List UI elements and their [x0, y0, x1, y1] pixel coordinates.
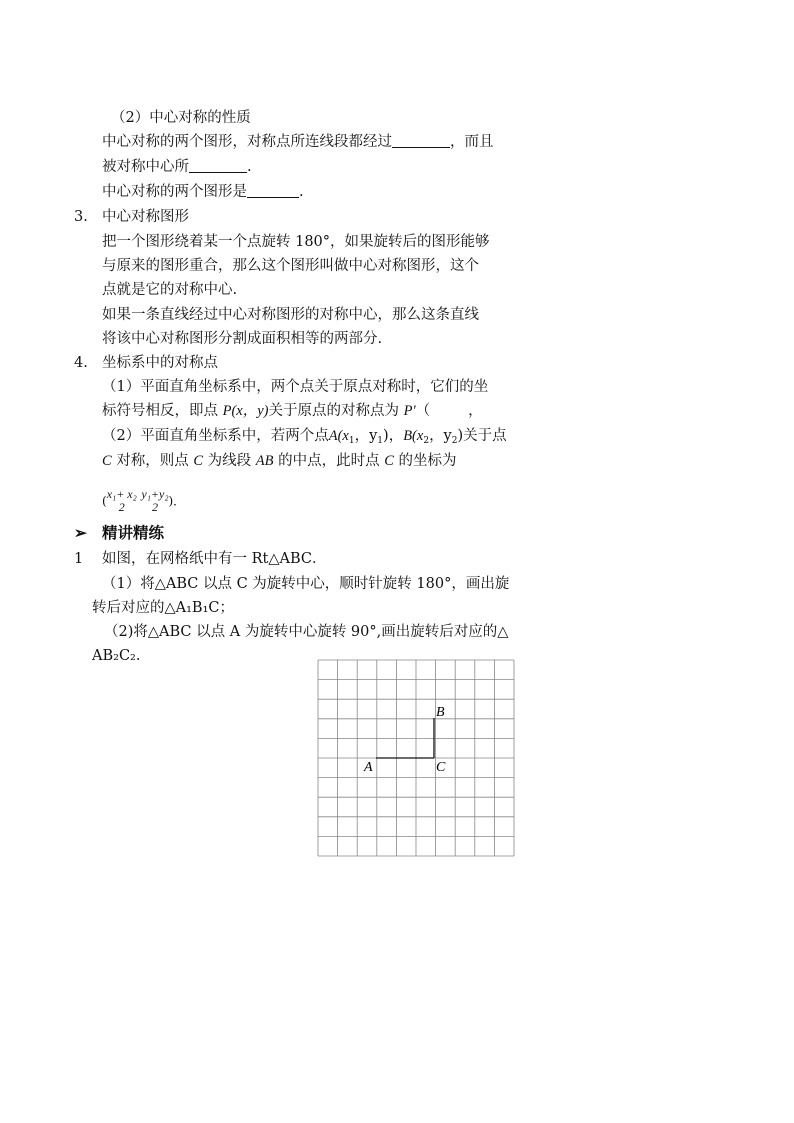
paragraph-line: 把一个图形绕着某一个点旋转 180°，如果旋转后的图形能够	[102, 234, 490, 250]
paragraph-line: （2)将△ABC 以点 A 为旋转中心旋转 90°,画出旋转后对应的△	[104, 624, 509, 640]
item-number: 3.	[74, 209, 88, 225]
label-A: A	[364, 760, 373, 775]
answer-blank[interactable]	[392, 133, 450, 148]
paragraph-line: （1）平面直角坐标系中，两个点关于原点对称时，它们的坐	[102, 379, 489, 395]
text: （2）平面直角坐标系中，若两个点	[102, 428, 329, 444]
text: 标符号相反，即点	[102, 403, 218, 419]
item-title: 中心对称图形	[102, 209, 189, 225]
question-number: 1	[74, 551, 84, 567]
point-C: C	[193, 453, 204, 469]
text: ，y	[429, 428, 452, 444]
text: 中心对称的两个图形是	[102, 184, 247, 200]
segment-AB: AB	[255, 453, 274, 469]
grid-figure	[316, 658, 516, 858]
text: (	[102, 494, 107, 508]
answer-blank[interactable]	[189, 158, 247, 173]
paragraph-line: 如果一条直线经过中心对称图形的对称中心，那么这条直线	[102, 307, 479, 323]
text: )	[457, 428, 464, 444]
paragraph-line	[102, 132, 494, 152]
text: 关于点	[463, 428, 507, 444]
paragraph-line: 点就是它的对称中心.	[102, 282, 238, 298]
text: )，	[383, 428, 404, 444]
text: 为线段	[207, 453, 252, 469]
point-A: A(x	[328, 428, 349, 444]
point-C: C	[384, 453, 394, 469]
point-B: B(x	[403, 428, 424, 444]
item-number: 4.	[74, 355, 88, 371]
text: 关于原点的对称点为	[268, 403, 399, 419]
midpoint-formula	[102, 488, 185, 514]
answer-blank[interactable]	[247, 183, 299, 198]
text: 对称，则点	[116, 453, 189, 469]
text: .	[247, 159, 252, 175]
item-title: 坐标系中的对称点	[102, 355, 218, 371]
paragraph-line: 转后对应的△A₁B₁C；	[92, 600, 234, 616]
paragraph-line	[102, 182, 304, 202]
label-B: B	[436, 705, 445, 720]
text: 的中点，此时点	[278, 453, 380, 469]
point-C: C	[102, 453, 112, 469]
section-title: 精讲精练	[102, 523, 165, 542]
paragraph-line	[102, 401, 483, 421]
paragraph-line	[102, 157, 252, 177]
text: 的坐标为	[398, 453, 457, 469]
paragraph-line: （1）将△ABC 以点 C 为旋转中心，顺时针旋转 180°，画出旋	[102, 576, 510, 592]
label-C: C	[436, 760, 446, 775]
paragraph-line: AB₂C₂.	[92, 648, 141, 664]
text: ，y	[354, 428, 378, 444]
question-stem: 如图，在网格纸中有一 Rt△ABC．	[102, 551, 327, 567]
subsection-title: （2）中心对称的性质	[111, 110, 251, 126]
fraction-y: y₁+y₂ 2	[141, 487, 169, 514]
text: 被对称中心所	[102, 159, 189, 175]
paragraph-line	[102, 451, 457, 471]
text: 中心对称的两个图形，对称点所连线段都经过	[102, 134, 392, 150]
paragraph-line: 与原来的图形重合，那么这个图形叫做中心对称图形，这个	[102, 258, 479, 274]
text: .	[299, 184, 304, 200]
point-P: P(x，y)	[222, 403, 269, 419]
text: ，而且	[450, 134, 494, 150]
fraction-x: x₁+ x₂ 2	[106, 487, 137, 514]
paragraph-line: （2）平面直角坐标系中，若两个点$A(x_1$，$y_1$)，$B(x_2$，$y_2$)关于点	[102, 428, 507, 446]
text: ，	[468, 403, 483, 419]
section-bullet-icon: ➢	[74, 523, 87, 542]
point-P-prime: P′	[403, 403, 416, 419]
paragraph-line: 将该中心对称图形分割成面积相等的两部分.	[102, 331, 383, 347]
text: （	[415, 403, 431, 419]
text: )．	[168, 494, 186, 508]
